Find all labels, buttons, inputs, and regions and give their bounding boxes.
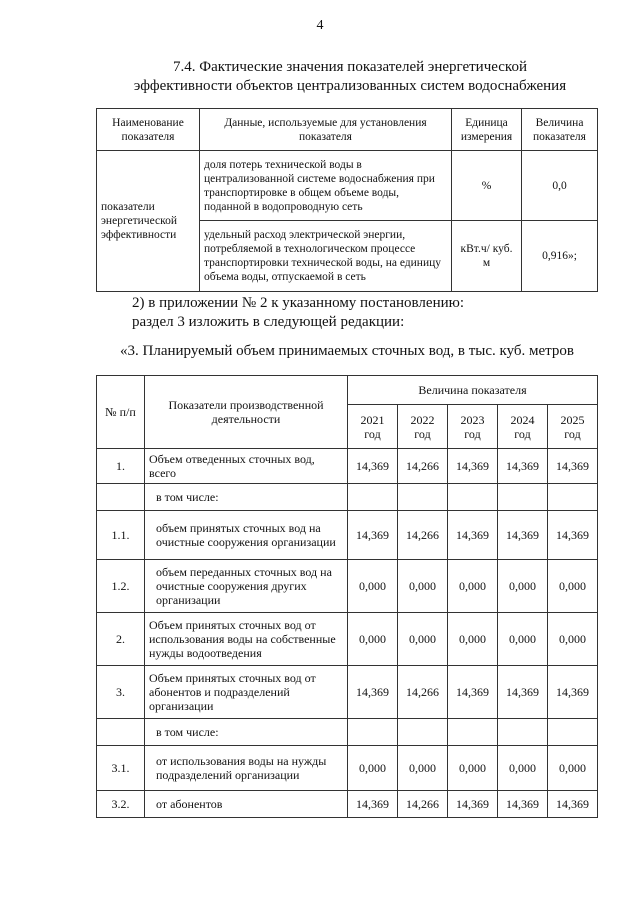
row-number-cell: 3.2. bbox=[97, 791, 145, 818]
row-number-cell: 1. bbox=[97, 449, 145, 484]
row-number-cell: 3.1. bbox=[97, 746, 145, 791]
year-value-cell: 14,266 bbox=[398, 791, 448, 818]
section-7-4-heading-line2: эффективности объектов централизованных систем водоснабжения bbox=[133, 78, 567, 94]
table-row bbox=[97, 666, 598, 719]
page-number: 4 bbox=[316, 18, 324, 33]
year-value-cell: 0,000 bbox=[348, 746, 398, 791]
year-value-cell: 14,369 bbox=[448, 449, 498, 484]
year-value-cell: 14,369 bbox=[348, 511, 398, 560]
table-row bbox=[97, 484, 598, 511]
amendment-paragraph bbox=[132, 294, 464, 332]
table-row bbox=[97, 560, 598, 613]
wastewater-volume-table bbox=[96, 375, 598, 818]
indicator-name-cell: в том числе: bbox=[145, 719, 348, 746]
indicator-description: доля потерь технической воды в централизованной системе водоснабжения при транспортировке в общем объеме воды, поданной в водопроводную сеть bbox=[200, 151, 452, 221]
indicator-unit: кВт.ч/ куб. м bbox=[452, 221, 522, 292]
year-value-cell: 0,000 bbox=[398, 560, 448, 613]
indicator-unit: % bbox=[452, 151, 522, 221]
table-row bbox=[97, 719, 598, 746]
header-value: Величина показателя bbox=[522, 109, 598, 151]
indicator-name-cell: в том числе: bbox=[145, 484, 348, 511]
header-year: 2022 год bbox=[398, 405, 448, 449]
row-number-cell: 2. bbox=[97, 613, 145, 666]
year-value-cell: 14,369 bbox=[548, 791, 598, 818]
year-value-cell: 14,369 bbox=[348, 449, 398, 484]
year-value-cell bbox=[548, 719, 598, 746]
year-value-cell bbox=[398, 484, 448, 511]
header-data-used: Данные, используемые для установления показателя bbox=[200, 109, 452, 151]
indicator-name-cell: Объем отведенных сточных вод, всего bbox=[145, 449, 348, 484]
header-value-group: Величина показателя bbox=[348, 376, 598, 405]
year-value-cell: 14,266 bbox=[398, 449, 448, 484]
year-value-cell: 0,000 bbox=[398, 613, 448, 666]
header-year: 2024 год bbox=[498, 405, 548, 449]
year-value-cell bbox=[448, 719, 498, 746]
indicator-name-cell: объем переданных сточных вод на очистные сооружения других организации bbox=[145, 560, 348, 613]
year-value-cell: 0,000 bbox=[348, 560, 398, 613]
year-value-cell: 14,369 bbox=[448, 666, 498, 719]
header-year: 2021 год bbox=[348, 405, 398, 449]
year-value-cell: 0,000 bbox=[448, 613, 498, 666]
indicator-name-cell: Объем принятых сточных вод от использования воды на собственные нужды водоотведения bbox=[145, 613, 348, 666]
year-value-cell: 14,369 bbox=[448, 791, 498, 818]
header-year: 2023 год bbox=[448, 405, 498, 449]
year-value-cell bbox=[398, 719, 448, 746]
indicator-name-cell: объем принятых сточных вод на очистные сооружения организации bbox=[145, 511, 348, 560]
year-value-cell: 14,266 bbox=[398, 666, 448, 719]
row-number-cell: 1.2. bbox=[97, 560, 145, 613]
table-header-row bbox=[97, 376, 598, 405]
section-3-heading: «3. Планируемый объем принимаемых сточных вод, в тыс. куб. метров bbox=[120, 343, 574, 359]
table-header-row bbox=[97, 109, 598, 151]
year-value-cell: 14,369 bbox=[498, 666, 548, 719]
row-number-cell: 3. bbox=[97, 666, 145, 719]
table-row bbox=[97, 613, 598, 666]
year-value-cell: 0,000 bbox=[548, 613, 598, 666]
year-value-cell: 0,000 bbox=[498, 613, 548, 666]
row-number-cell: 1.1. bbox=[97, 511, 145, 560]
section-7-4-heading-line1: 7.4. Фактические значения показателей энергетической bbox=[173, 59, 527, 75]
header-indicator-name: Наименование показателя bbox=[97, 109, 200, 151]
year-value-cell: 14,369 bbox=[348, 791, 398, 818]
header-row-number: № п/п bbox=[97, 376, 145, 449]
table-row bbox=[97, 449, 598, 484]
indicator-name-cell: от использования воды на нужды подразделений организации bbox=[145, 746, 348, 791]
year-value-cell: 14,369 bbox=[498, 449, 548, 484]
year-value-cell bbox=[348, 484, 398, 511]
table-row bbox=[97, 151, 598, 221]
year-value-cell: 0,000 bbox=[348, 613, 398, 666]
table-row bbox=[97, 511, 598, 560]
year-value-cell: 14,369 bbox=[498, 511, 548, 560]
year-value-cell: 14,369 bbox=[548, 666, 598, 719]
energy-efficiency-table bbox=[96, 108, 598, 292]
header-year: 2025 год bbox=[548, 405, 598, 449]
indicator-value: 0,0 bbox=[522, 151, 598, 221]
year-value-cell: 0,000 bbox=[548, 560, 598, 613]
year-value-cell: 0,000 bbox=[448, 746, 498, 791]
year-value-cell: 14,369 bbox=[448, 511, 498, 560]
year-value-cell: 0,000 bbox=[448, 560, 498, 613]
indicator-name-cell: от абонентов bbox=[145, 791, 348, 818]
indicator-description: удельный расход электрической энергии, потребляемой в технологическом процессе транспортировки технической воды, на единицу объема воды, отпускаемой в сеть bbox=[200, 221, 452, 292]
year-value-cell: 14,266 bbox=[398, 511, 448, 560]
year-value-cell bbox=[548, 484, 598, 511]
indicator-name-cell: Объем принятых сточных вод от абонентов и подразделений организации bbox=[145, 666, 348, 719]
year-value-cell: 14,369 bbox=[548, 511, 598, 560]
section-7-4-heading bbox=[100, 58, 600, 96]
table-row bbox=[97, 746, 598, 791]
year-value-cell bbox=[448, 484, 498, 511]
year-value-cell: 14,369 bbox=[498, 791, 548, 818]
year-value-cell: 14,369 bbox=[348, 666, 398, 719]
group-label-cell: показатели энергетической эффективности bbox=[97, 151, 200, 292]
row-number-cell bbox=[97, 484, 145, 511]
amendment-line2: раздел 3 изложить в следующей редакции: bbox=[132, 314, 405, 330]
year-value-cell: 14,369 bbox=[548, 449, 598, 484]
row-number-cell bbox=[97, 719, 145, 746]
year-value-cell: 0,000 bbox=[498, 560, 548, 613]
header-indicators: Показатели производственной деятельности bbox=[145, 376, 348, 449]
indicator-value: 0,916»; bbox=[522, 221, 598, 292]
year-value-cell: 0,000 bbox=[548, 746, 598, 791]
year-value-cell: 0,000 bbox=[398, 746, 448, 791]
year-value-cell: 0,000 bbox=[498, 746, 548, 791]
amendment-line1: 2) в приложении № 2 к указанному постановлению: bbox=[132, 295, 464, 311]
year-value-cell bbox=[498, 484, 548, 511]
year-value-cell bbox=[348, 719, 398, 746]
year-value-cell bbox=[498, 719, 548, 746]
table-row bbox=[97, 791, 598, 818]
header-unit: Единица измерения bbox=[452, 109, 522, 151]
